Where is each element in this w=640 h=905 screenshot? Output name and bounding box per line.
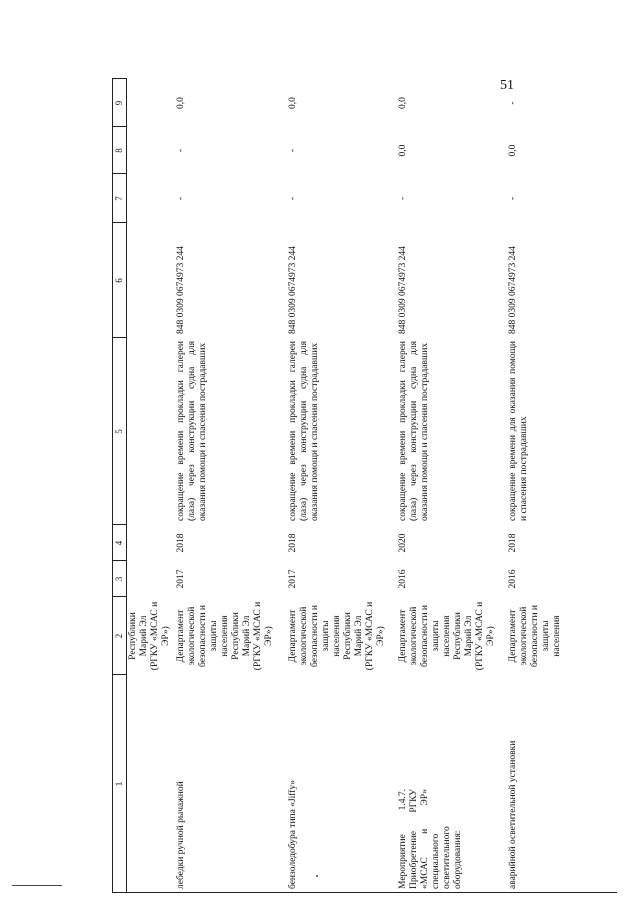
row4-col2: Департамент экологической безопасности и защиты населения — [508, 605, 562, 667]
scan-speck — [316, 875, 318, 877]
rotated-table — [112, 78, 617, 893]
row1-col1: лебедки ручной рычажной — [176, 781, 186, 889]
row4-col7: - — [508, 196, 518, 201]
header-row-border — [126, 78, 127, 893]
row2-col8: - — [288, 148, 298, 153]
row2-col2: Департамент экологической безопасности и защиты населения Республики Марий Эл (РГКУ «МСАС и ЭР») — [288, 601, 386, 671]
row4-col5: сокращение времени для оказания помощи и спасения пострадавших — [508, 341, 529, 521]
row3-col3: 2016 — [398, 569, 408, 589]
header-col-7: 7 — [114, 196, 124, 201]
row4-col4: 2018 — [508, 533, 518, 553]
header-col-2: 2 — [114, 633, 124, 639]
page-number: 51 — [500, 78, 514, 93]
row3-col6: 848 0309 0674973 244 — [398, 246, 408, 334]
row2-col4: 2018 — [288, 533, 298, 553]
row3-col5: сокращение времени прокладки галереи (лаза) через конструкции судна для оказания помощи и спасения пострадавших — [398, 341, 430, 521]
row2-col1: бензоледобура типа «Jiffy» — [288, 780, 298, 889]
row1-col2: Департамент экологической безопасности и защиты населения Республики Марий Эл (РГКУ «МСАС и ЭР») — [176, 601, 274, 671]
row4-col3: 2016 — [508, 569, 518, 589]
header-col-6: 6 — [114, 278, 124, 283]
row4-col1: аварийной осветительной установки — [508, 740, 518, 889]
row3-col2: Департамент экологической безопасности и защиты населения Республики Марий Эл (РГКУ «МСАС и ЭР») — [398, 601, 496, 671]
header-col-1: 1 — [114, 781, 124, 787]
row4-col8: 0,0 — [508, 144, 518, 157]
header-col-9: 9 — [114, 100, 124, 106]
row3-col7: - — [398, 196, 408, 201]
row1-col7: - — [176, 196, 186, 201]
row1-col5: сокращение времени прокладки галереи (лаза) через конструкции судна для оказания помощи и спасения пострадавших — [176, 341, 208, 521]
row2-col6: 848 0309 0674973 244 — [288, 246, 298, 334]
row3-col4: 2020 — [398, 533, 408, 553]
row3-col8: 0,0 — [398, 144, 408, 157]
row2-col5: сокращение времени прокладки галереи (лаза) через конструкции судна для оказания помощи и спасения пострадавших — [288, 341, 320, 521]
row1-col9: 0,0 — [176, 97, 186, 109]
scan-edge-mark — [12, 885, 62, 886]
row3-col9: 0,0 — [398, 97, 408, 109]
row2-col3: 2017 — [288, 569, 298, 589]
row1-col3: 2017 — [176, 569, 186, 589]
row3-col1: Мероприятие 1.4.7. Приобретение РГКУ «МСАС и ЭР» специального осветительного оборудования: — [398, 789, 463, 889]
col-border — [112, 892, 617, 893]
row2-col9: 0,0 — [288, 97, 298, 109]
row1-col6: 848 0309 0674973 244 — [176, 246, 186, 334]
header-col-3: 3 — [114, 576, 124, 582]
row1-col4: 2018 — [176, 533, 186, 553]
header-col-5: 5 — [114, 429, 124, 434]
header-col-4: 4 — [114, 540, 124, 546]
row0-col2: Республики Марий Эл (РГКУ «МСАС и ЭР») — [128, 601, 171, 671]
row1-col8: - — [176, 148, 186, 153]
header-col-8: 8 — [114, 148, 124, 153]
row4-col6: 848 0309 0674973 244 — [508, 246, 518, 334]
row2-col7: - — [288, 196, 298, 201]
row4-col9: - — [508, 101, 518, 105]
